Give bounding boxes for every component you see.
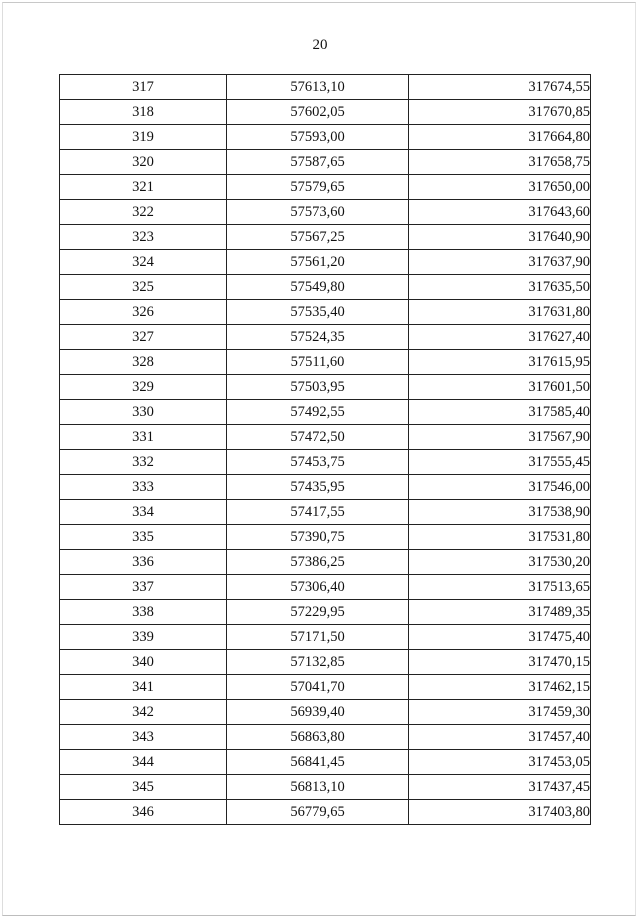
point-number-cell: 324 [60, 250, 227, 275]
y-coordinate-cell: 317664,80 [409, 125, 591, 150]
y-coordinate-cell: 317643,60 [409, 200, 591, 225]
point-number-cell: 336 [60, 550, 227, 575]
y-coordinate-cell: 317674,55 [409, 75, 591, 100]
table-row [60, 700, 591, 725]
y-coordinate-cell: 317437,45 [409, 775, 591, 800]
x-coordinate-cell: 57511,60 [227, 350, 409, 375]
y-coordinate-cell: 317555,45 [409, 450, 591, 475]
y-coordinate-cell: 317637,90 [409, 250, 591, 275]
point-number-cell: 338 [60, 600, 227, 625]
x-coordinate-cell: 57567,25 [227, 225, 409, 250]
y-coordinate-cell: 317650,00 [409, 175, 591, 200]
x-coordinate-cell: 57453,75 [227, 450, 409, 475]
x-coordinate-cell: 57573,60 [227, 200, 409, 225]
x-coordinate-cell: 57503,95 [227, 375, 409, 400]
x-coordinate-cell: 57587,65 [227, 150, 409, 175]
table-row [60, 525, 591, 550]
x-coordinate-cell: 57132,85 [227, 650, 409, 675]
x-coordinate-cell: 57472,50 [227, 425, 409, 450]
point-number-cell: 335 [60, 525, 227, 550]
y-coordinate-cell: 317538,90 [409, 500, 591, 525]
x-coordinate-cell: 57390,75 [227, 525, 409, 550]
point-number-cell: 344 [60, 750, 227, 775]
y-coordinate-cell: 317615,95 [409, 350, 591, 375]
y-coordinate-cell: 317546,00 [409, 475, 591, 500]
x-coordinate-cell: 57535,40 [227, 300, 409, 325]
y-coordinate-cell: 317567,90 [409, 425, 591, 450]
table-row [60, 100, 591, 125]
point-number-cell: 323 [60, 225, 227, 250]
y-coordinate-cell: 317403,80 [409, 800, 591, 825]
x-coordinate-cell: 57229,95 [227, 600, 409, 625]
table-row [60, 300, 591, 325]
x-coordinate-cell: 56863,80 [227, 725, 409, 750]
point-number-cell: 340 [60, 650, 227, 675]
x-coordinate-cell: 57492,55 [227, 400, 409, 425]
x-coordinate-cell: 57602,05 [227, 100, 409, 125]
point-number-cell: 331 [60, 425, 227, 450]
x-coordinate-cell: 57306,40 [227, 575, 409, 600]
table-row [60, 450, 591, 475]
table-row [60, 475, 591, 500]
table-row [60, 575, 591, 600]
coordinates-table-body [60, 75, 591, 825]
point-number-cell: 328 [60, 350, 227, 375]
x-coordinate-cell: 57041,70 [227, 675, 409, 700]
table-row [60, 675, 591, 700]
x-coordinate-cell: 57579,65 [227, 175, 409, 200]
point-number-cell: 342 [60, 700, 227, 725]
table-row [60, 200, 591, 225]
point-number-cell: 345 [60, 775, 227, 800]
x-coordinate-cell: 56939,40 [227, 700, 409, 725]
x-coordinate-cell: 57561,20 [227, 250, 409, 275]
y-coordinate-cell: 317457,40 [409, 725, 591, 750]
table-row [60, 175, 591, 200]
y-coordinate-cell: 317470,15 [409, 650, 591, 675]
point-number-cell: 320 [60, 150, 227, 175]
coordinates-table [59, 74, 591, 825]
x-coordinate-cell: 56779,65 [227, 800, 409, 825]
table-row [60, 500, 591, 525]
table-row [60, 775, 591, 800]
point-number-cell: 327 [60, 325, 227, 350]
point-number-cell: 325 [60, 275, 227, 300]
y-coordinate-cell: 317462,15 [409, 675, 591, 700]
point-number-cell: 341 [60, 675, 227, 700]
point-number-cell: 317 [60, 75, 227, 100]
point-number-cell: 326 [60, 300, 227, 325]
table-row [60, 325, 591, 350]
table-row [60, 250, 591, 275]
x-coordinate-cell: 57417,55 [227, 500, 409, 525]
y-coordinate-cell: 317459,30 [409, 700, 591, 725]
table-row [60, 600, 591, 625]
point-number-cell: 330 [60, 400, 227, 425]
y-coordinate-cell: 317531,80 [409, 525, 591, 550]
y-coordinate-cell: 317601,50 [409, 375, 591, 400]
table-row [60, 425, 591, 450]
point-number-cell: 334 [60, 500, 227, 525]
table-row [60, 625, 591, 650]
point-number-cell: 339 [60, 625, 227, 650]
point-number-cell: 343 [60, 725, 227, 750]
table-row [60, 800, 591, 825]
point-number-cell: 337 [60, 575, 227, 600]
x-coordinate-cell: 56813,10 [227, 775, 409, 800]
point-number-cell: 318 [60, 100, 227, 125]
y-coordinate-cell: 317627,40 [409, 325, 591, 350]
x-coordinate-cell: 57171,50 [227, 625, 409, 650]
y-coordinate-cell: 317635,50 [409, 275, 591, 300]
y-coordinate-cell: 317475,40 [409, 625, 591, 650]
y-coordinate-cell: 317489,35 [409, 600, 591, 625]
point-number-cell: 333 [60, 475, 227, 500]
table-row [60, 375, 591, 400]
y-coordinate-cell: 317513,65 [409, 575, 591, 600]
x-coordinate-cell: 57613,10 [227, 75, 409, 100]
y-coordinate-cell: 317640,90 [409, 225, 591, 250]
y-coordinate-cell: 317670,85 [409, 100, 591, 125]
point-number-cell: 321 [60, 175, 227, 200]
point-number-cell: 346 [60, 800, 227, 825]
table-row [60, 225, 591, 250]
y-coordinate-cell: 317585,40 [409, 400, 591, 425]
x-coordinate-cell: 57524,35 [227, 325, 409, 350]
x-coordinate-cell: 57435,95 [227, 475, 409, 500]
point-number-cell: 332 [60, 450, 227, 475]
table-row [60, 150, 591, 175]
table-row [60, 650, 591, 675]
x-coordinate-cell: 56841,45 [227, 750, 409, 775]
table-row [60, 350, 591, 375]
table-row [60, 275, 591, 300]
table-row [60, 400, 591, 425]
y-coordinate-cell: 317658,75 [409, 150, 591, 175]
page-number: 20 [312, 37, 328, 53]
table-row [60, 750, 591, 775]
x-coordinate-cell: 57593,00 [227, 125, 409, 150]
table-row [60, 125, 591, 150]
point-number-cell: 319 [60, 125, 227, 150]
point-number-cell: 322 [60, 200, 227, 225]
y-coordinate-cell: 317453,05 [409, 750, 591, 775]
x-coordinate-cell: 57386,25 [227, 550, 409, 575]
table-row [60, 75, 591, 100]
y-coordinate-cell: 317530,20 [409, 550, 591, 575]
y-coordinate-cell: 317631,80 [409, 300, 591, 325]
x-coordinate-cell: 57549,80 [227, 275, 409, 300]
point-number-cell: 329 [60, 375, 227, 400]
table-row [60, 550, 591, 575]
table-row [60, 725, 591, 750]
